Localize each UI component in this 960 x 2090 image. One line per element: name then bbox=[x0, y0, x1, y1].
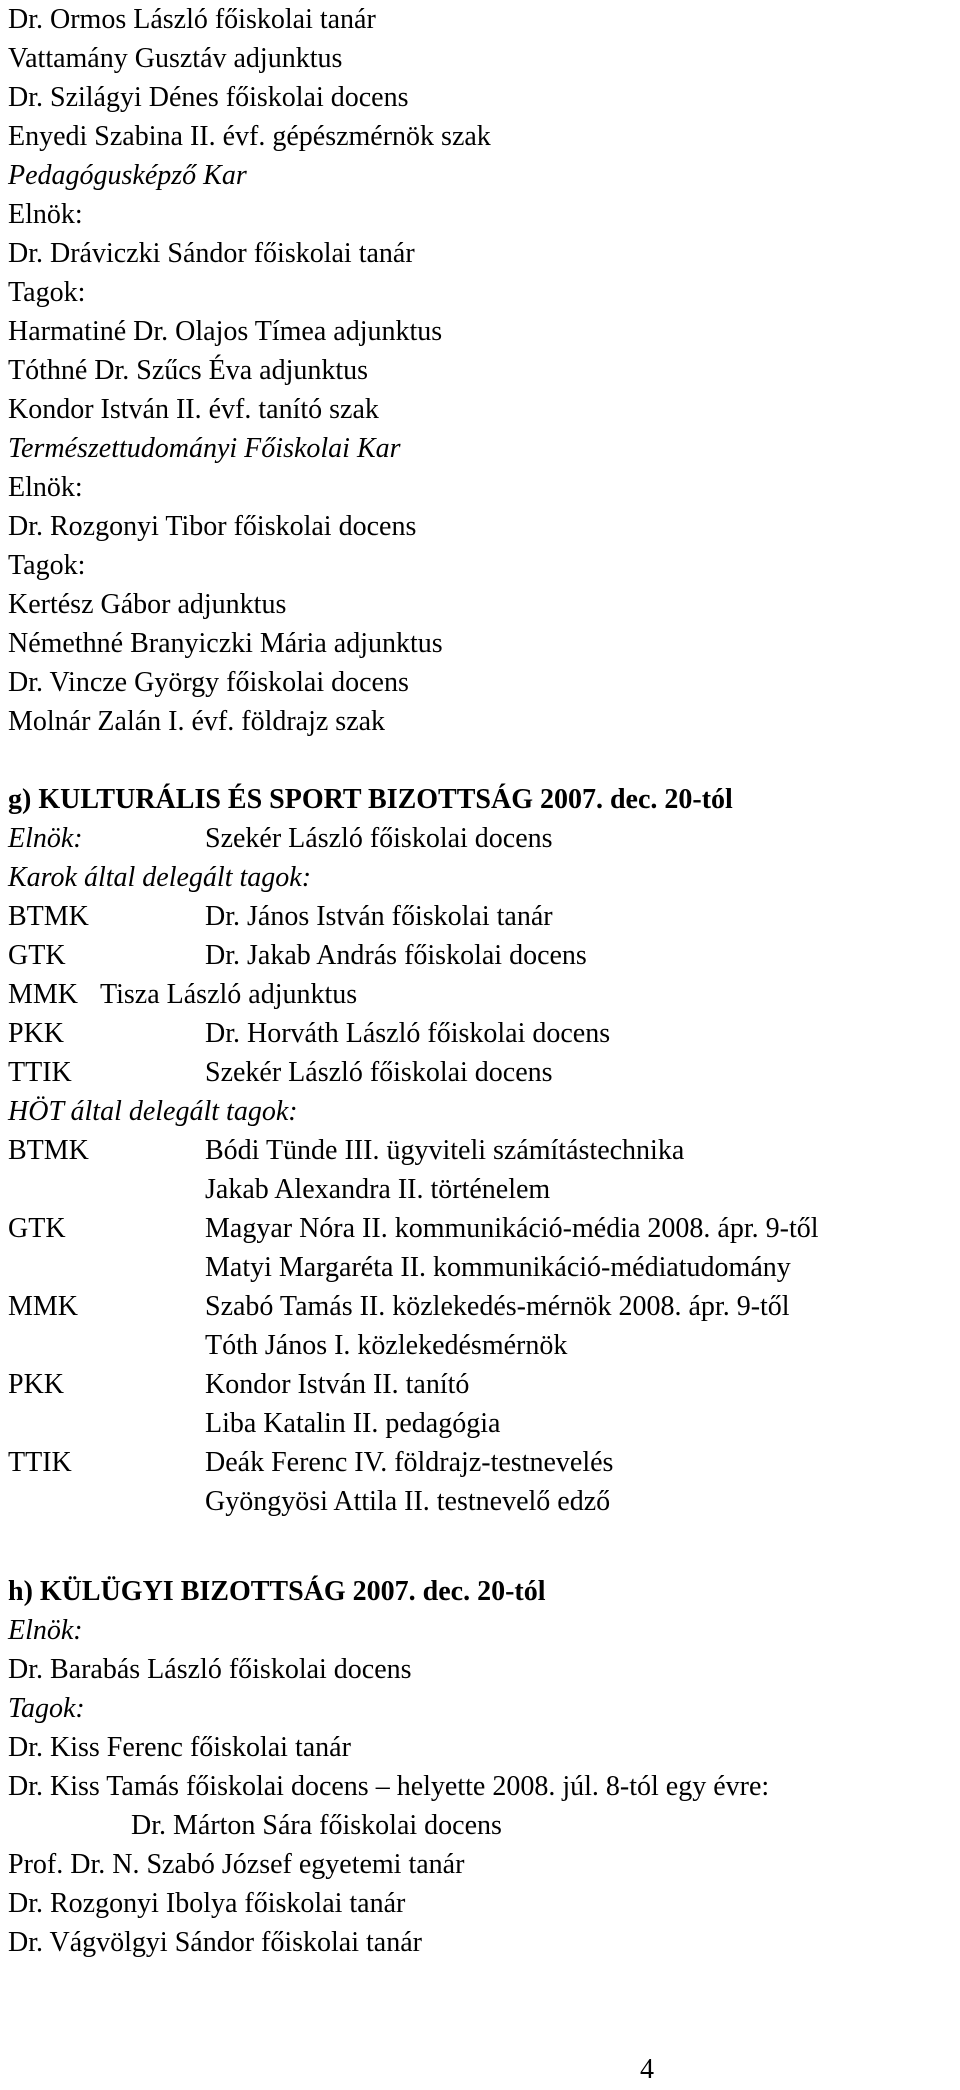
chair-name: Dr. Dráviczki Sándor főiskolai tanár bbox=[8, 238, 415, 269]
faculty-code: MMK bbox=[8, 1291, 79, 1322]
member-line: Kondor István II. évf. tanító szak bbox=[8, 394, 379, 425]
delegate-name: Dr. Jakab András főiskolai docens bbox=[205, 940, 587, 971]
delegate-name: Szabó Tamás II. közlekedés-mérnök 2008. ápr. 9-től bbox=[205, 1291, 790, 1322]
delegate-row bbox=[8, 1209, 819, 1248]
delegate-name: Matyi Margaréta II. kommunikáció-médiatudomány bbox=[205, 1252, 791, 1283]
chair-label: Elnök: bbox=[8, 199, 83, 230]
member-line: Vattamány Gusztáv adjunktus bbox=[8, 43, 343, 74]
delegate-name: Dr. Horváth László főiskolai docens bbox=[205, 1018, 611, 1049]
faculty-code: BTMK bbox=[8, 1135, 89, 1166]
member-line: Némethné Branyiczki Mária adjunktus bbox=[8, 628, 443, 659]
chair-label: Elnök: bbox=[8, 823, 83, 854]
delegate-row bbox=[8, 936, 587, 975]
delegate-row bbox=[8, 1287, 790, 1326]
faculty-code: GTK bbox=[8, 940, 66, 971]
delegate-name: Szekér László főiskolai docens bbox=[205, 1057, 553, 1088]
members-label: Tagok: bbox=[8, 277, 86, 308]
delegate-name: Tisza László adjunktus bbox=[100, 979, 358, 1010]
faculty-heading: Pedagógusképző Kar bbox=[8, 160, 247, 191]
member-line: Molnár Zalán I. évf. földrajz szak bbox=[8, 706, 386, 737]
delegates-label: Karok által delegált tagok: bbox=[8, 862, 312, 893]
delegate-row bbox=[8, 1053, 553, 1092]
delegate-name: Dr. János István főiskolai tanár bbox=[205, 901, 553, 932]
delegate-row bbox=[8, 1365, 470, 1404]
delegate-name: Tóth János I. közlekedésmérnök bbox=[205, 1330, 568, 1361]
delegate-row bbox=[8, 1131, 685, 1170]
member-line: Tóthné Dr. Szűcs Éva adjunktus bbox=[8, 355, 369, 386]
delegate-name: Deák Ferenc IV. földrajz-testnevelés bbox=[205, 1447, 614, 1478]
delegate-name: Bódi Tünde III. ügyviteli számítástechnika bbox=[205, 1135, 685, 1166]
faculty-code: TTIK bbox=[8, 1447, 72, 1478]
faculty-code: MMK bbox=[8, 979, 79, 1010]
chair-name: Dr. Rozgonyi Tibor főiskolai docens bbox=[8, 511, 417, 542]
faculty-code: GTK bbox=[8, 1213, 66, 1244]
delegate-row bbox=[8, 1014, 611, 1053]
chair-label: Elnök: bbox=[8, 472, 83, 503]
delegate-row bbox=[8, 975, 358, 1014]
member-line: Kertész Gábor adjunktus bbox=[8, 589, 287, 620]
delegate-name: Magyar Nóra II. kommunikáció-média 2008. ápr. 9-től bbox=[205, 1213, 819, 1244]
member-line: Dr. Kiss Ferenc főiskolai tanár bbox=[8, 1732, 351, 1763]
member-line: Prof. Dr. N. Szabó József egyetemi tanár bbox=[8, 1849, 465, 1880]
member-line: Dr. Szilágyi Dénes főiskolai docens bbox=[8, 82, 409, 113]
faculty-code: BTMK bbox=[8, 901, 89, 932]
delegates-label: HÖT által delegált tagok: bbox=[8, 1096, 298, 1127]
delegate-name: Kondor István II. tanító bbox=[205, 1369, 470, 1400]
member-line: Harmatiné Dr. Olajos Tímea adjunktus bbox=[8, 316, 443, 347]
chair-label: Elnök: bbox=[8, 1615, 83, 1646]
page-number: 4 bbox=[640, 2054, 654, 2085]
member-line: Dr. Ormos László főiskolai tanár bbox=[8, 4, 376, 35]
member-line: Dr. Rozgonyi Ibolya főiskolai tanár bbox=[8, 1888, 406, 1919]
chair-name: Szekér László főiskolai docens bbox=[205, 823, 553, 854]
chair-name: Dr. Barabás László főiskolai docens bbox=[8, 1654, 412, 1685]
member-line: Dr. Kiss Tamás főiskolai docens – helyette 2008. júl. 8-tól egy évre: bbox=[8, 1771, 770, 1802]
member-line: Dr. Márton Sára főiskolai docens bbox=[131, 1810, 502, 1841]
delegate-row bbox=[8, 897, 553, 936]
members-label: Tagok: bbox=[8, 1693, 85, 1724]
delegate-name: Jakab Alexandra II. történelem bbox=[205, 1174, 551, 1205]
section-heading: h) KÜLÜGYI BIZOTTSÁG 2007. dec. 20-tól bbox=[8, 1576, 546, 1607]
faculty-code: PKK bbox=[8, 1018, 65, 1049]
members-label: Tagok: bbox=[8, 550, 86, 581]
member-line: Enyedi Szabina II. évf. gépészmérnök szak bbox=[8, 121, 491, 152]
section-heading: g) KULTURÁLIS ÉS SPORT BIZOTTSÁG 2007. dec. 20-tól bbox=[8, 784, 733, 815]
faculty-code: TTIK bbox=[8, 1057, 72, 1088]
faculty-code: PKK bbox=[8, 1369, 65, 1400]
delegate-name: Gyöngyösi Attila II. testnevelő edző bbox=[205, 1486, 611, 1517]
faculty-heading: Természettudományi Főiskolai Kar bbox=[8, 433, 401, 464]
delegate-row bbox=[8, 1443, 614, 1482]
member-line: Dr. Vincze György főiskolai docens bbox=[8, 667, 409, 698]
delegate-name: Liba Katalin II. pedagógia bbox=[205, 1408, 501, 1439]
chair-row bbox=[8, 819, 553, 858]
member-line: Dr. Vágvölgyi Sándor főiskolai tanár bbox=[8, 1927, 422, 1958]
